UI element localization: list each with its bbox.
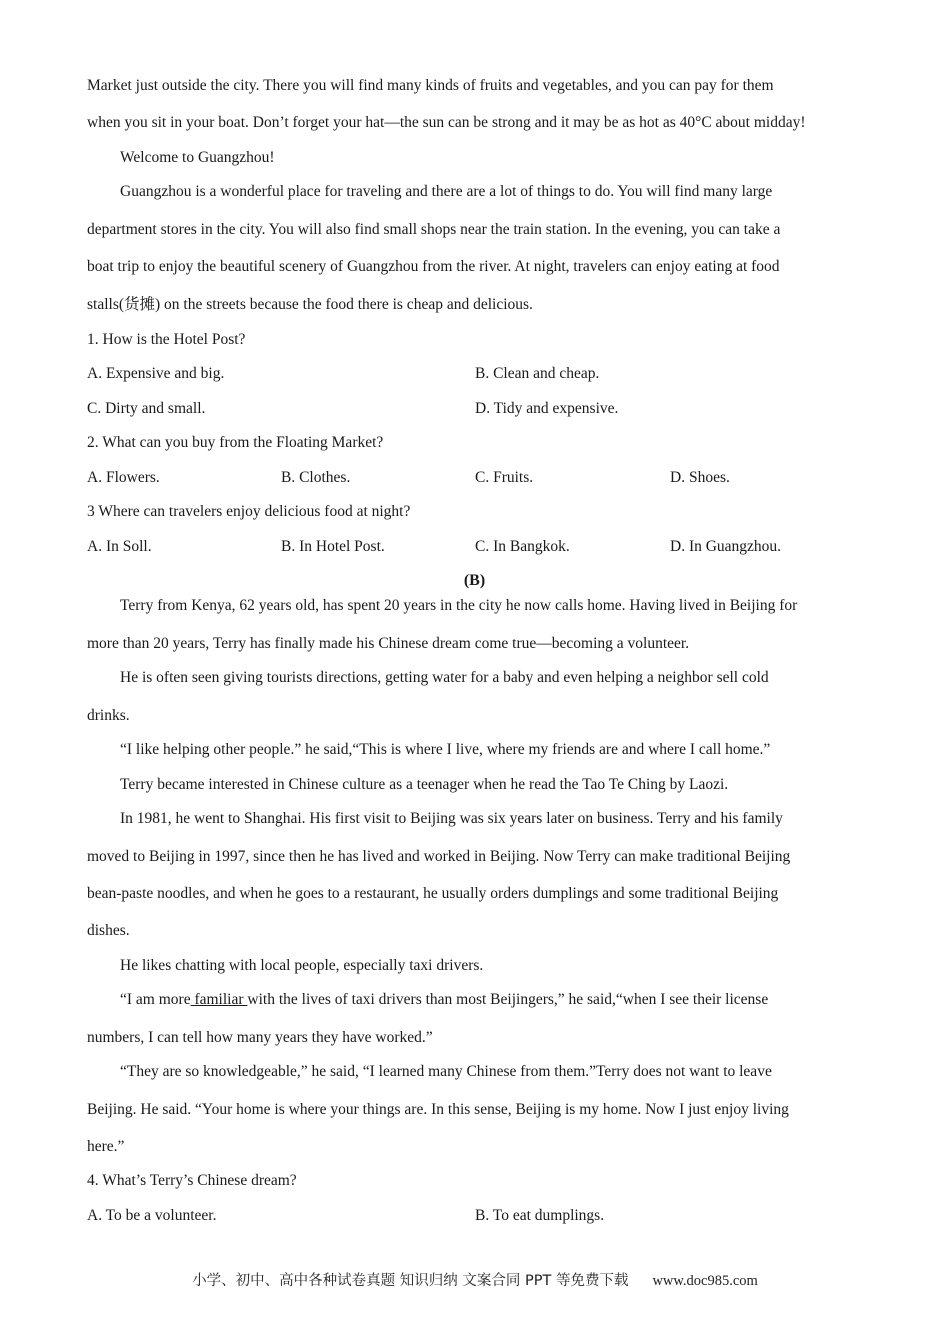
footer-text: 小学、初中、高中各种试卷真题 知识归纳 文案合同 PPT 等免费下载 (192, 1273, 629, 1289)
passage-b-line (120, 990, 768, 1010)
passage-b-line: Beijing. He said. “Your home is where your things are. In this sense, Beijing is my home. Now I just enjoy living (87, 1101, 789, 1118)
passage-a-line: department stores in the city. You will also find small shops near the train station. In the evening, you can take a (87, 221, 781, 238)
passage-a-line: Market just outside the city. There you will find many kinds of fruits and vegetables, and you can pay for them (87, 77, 774, 94)
section-b-heading: (B) (463, 572, 486, 589)
question-1-stem: 1. How is the Hotel Post? (87, 331, 246, 348)
question-2-option-b: B. Clothes. (281, 469, 351, 486)
passage-b-line: bean-paste noodles, and when he goes to a restaurant, he usually orders dumplings and some traditional Beijing (87, 885, 779, 902)
question-3-option-c: C. In Bangkok. (475, 538, 570, 555)
text-run: “I am more (120, 991, 191, 1008)
passage-a-line: boat trip to enjoy the beautiful scenery of Guangzhou from the river. At night, travelers can enjoy eating at food (87, 258, 780, 275)
passage-b-line: here.” (87, 1138, 125, 1155)
question-1-option-c: C. Dirty and small. (87, 400, 206, 417)
question-1-option-d: D. Tidy and expensive. (475, 400, 619, 417)
underlined-word: familiar (190, 991, 248, 1008)
page-footer (0, 1269, 950, 1290)
footer-url[interactable]: www.doc985.com (652, 1273, 758, 1289)
passage-b-line: numbers, I can tell how many years they have worked.” (87, 1029, 433, 1046)
passage-a-line: stalls(货摊) on the streets because the food there is cheap and delicious. (87, 296, 533, 313)
question-3-stem: 3 Where can travelers enjoy delicious food at night? (87, 503, 411, 520)
passage-b-line: He likes chatting with local people, especially taxi drivers. (120, 957, 484, 974)
passage-b-line: “I like helping other people.” he said,“This is where I live, where my friends are and where I call home.” (120, 741, 771, 758)
question-4-stem: 4. What’s Terry’s Chinese dream? (87, 1172, 297, 1189)
question-4-option-a: A. To be a volunteer. (87, 1207, 217, 1224)
passage-b-line: dishes. (87, 922, 130, 939)
question-2-option-d: D. Shoes. (670, 469, 730, 486)
question-3-option-b: B. In Hotel Post. (281, 538, 385, 555)
question-1-option-a: A. Expensive and big. (87, 365, 225, 382)
passage-a-line: when you sit in your boat. Don’t forget your hat—the sun can be strong and it may be as hot as 40°C about midday! (87, 114, 806, 131)
question-3-option-a: A. In Soll. (87, 538, 152, 555)
question-4-option-b: B. To eat dumplings. (475, 1207, 605, 1224)
guangzhou-welcome: Welcome to Guangzhou! (120, 149, 275, 166)
passage-b-line: He is often seen giving tourists directions, getting water for a baby and even helping a neighbor sell cold (120, 669, 769, 686)
question-2-option-c: C. Fruits. (475, 469, 534, 486)
passage-b-line: In 1981, he went to Shanghai. His first visit to Beijing was six years later on business. Terry and his family (120, 810, 783, 827)
passage-b-line: Terry from Kenya, 62 years old, has spent 20 years in the city he now calls home. Having lived in Beijing for (120, 597, 798, 614)
passage-b-line: drinks. (87, 707, 130, 724)
passage-b-line: “They are so knowledgeable,” he said, “I learned many Chinese from them.”Terry does not want to leave (120, 1063, 772, 1080)
text-run: with the lives of taxi drivers than most Beijingers,” he said,“when I see their license (247, 991, 769, 1008)
question-2-stem: 2. What can you buy from the Floating Market? (87, 434, 384, 451)
passage-b-line: Terry became interested in Chinese culture as a teenager when he read the Tao Te Ching by Laozi. (120, 776, 729, 793)
passage-b-line: moved to Beijing in 1997, since then he has lived and worked in Beijing. Now Terry can make traditional Beijing (87, 848, 791, 865)
passage-a-line: Guangzhou is a wonderful place for traveling and there are a lot of things to do. You will find many large (120, 183, 773, 200)
question-2-option-a: A. Flowers. (87, 469, 160, 486)
question-3-option-d: D. In Guangzhou. (670, 538, 782, 555)
question-1-option-b: B. Clean and cheap. (475, 365, 600, 382)
passage-b-line: more than 20 years, Terry has finally made his Chinese dream come true—becoming a volunteer. (87, 635, 690, 652)
